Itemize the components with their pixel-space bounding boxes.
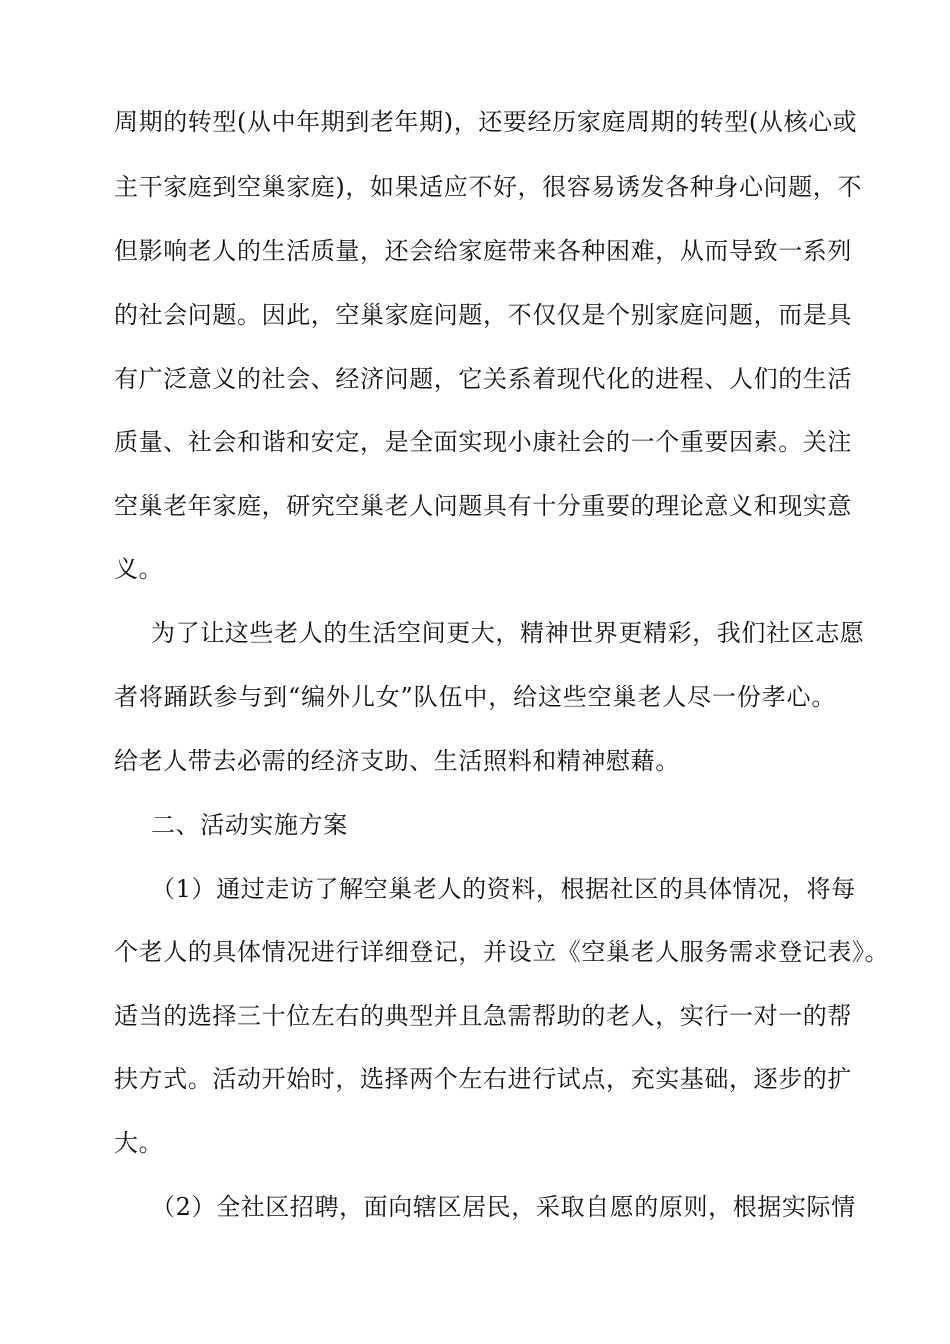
- paragraph-first-line: （2）全社区招聘，面向辖区居民，采取自愿的原则，根据实际情: [151, 1193, 856, 1221]
- text-line: 周期的转型(从中年期到老年期)，还要经历家庭周期的转型(从核心或: [114, 108, 858, 136]
- text-line: 质量、社会和谐和安定，是全面实现小康社会的一个重要因素。关注: [114, 428, 852, 456]
- text-line: 扶方式。活动开始时，选择两个左右进行试点，充实基础，逐步的扩: [114, 1065, 852, 1093]
- text-line: 者将踊跃参与到“编外儿女”队伍中，给这些空巢老人尽一份孝心。: [114, 683, 836, 711]
- text-line: 但影响老人的生活质量，还会给家庭带来各种困难，从而导致一系列: [114, 237, 852, 265]
- section-heading: 二、活动实施方案: [151, 811, 348, 839]
- paragraph-first-line: 为了让这些老人的生活空间更大，精神世界更精彩，我们社区志愿: [151, 619, 865, 647]
- text-line: 主干家庭到空巢家庭)，如果适应不好，很容易诱发各种身心问题，不: [114, 173, 862, 201]
- text-line: 给老人带去必需的经济支助、生活照料和精神慰藉。: [114, 747, 680, 775]
- text-line: 个老人的具体情况进行详细登记，并设立《空巢老人服务需求登记表》。: [114, 938, 890, 966]
- text-line: 义。: [114, 555, 164, 583]
- text-line: 大。: [114, 1129, 164, 1157]
- text-line: 的社会问题。因此，空巢家庭问题，不仅仅是个别家庭问题，而是具: [114, 301, 852, 329]
- paragraph-first-line: （1）通过走访了解空巢老人的资料，根据社区的具体情况，将每: [151, 875, 856, 903]
- text-line: 适当的选择三十位左右的典型并且急需帮助的老人，实行一对一的帮: [114, 1002, 852, 1030]
- text-line: 有广泛意义的社会、经济问题，它关系着现代化的进程、人们的生活: [114, 365, 852, 393]
- text-line: 空巢老年家庭，研究空巢老人问题具有十分重要的理论意义和现实意: [114, 492, 852, 520]
